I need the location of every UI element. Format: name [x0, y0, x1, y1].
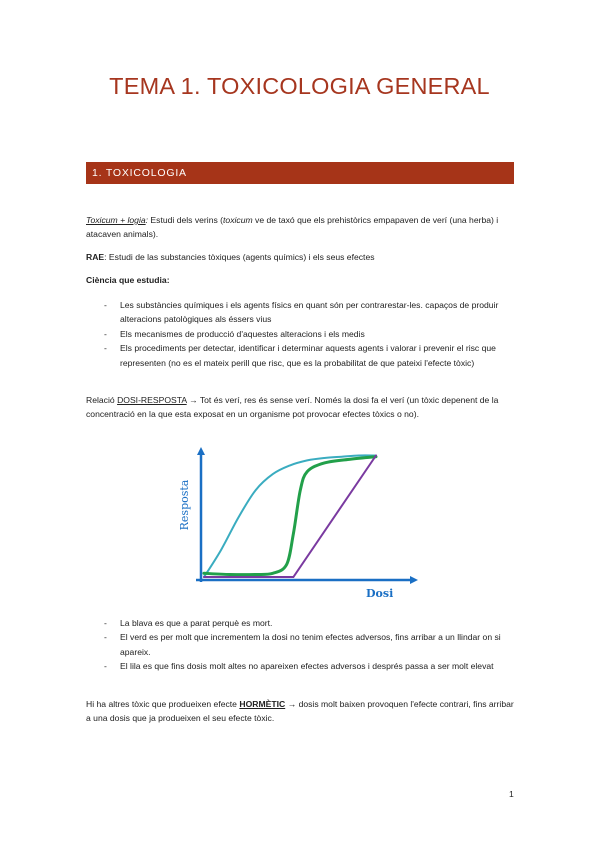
- hormetic-paragraph: [86, 697, 516, 726]
- rae-paragraph: [86, 250, 516, 264]
- science-list: [86, 298, 516, 370]
- hormetic-prefix: Hi ha altres tòxic que produeixen efecte: [86, 699, 240, 709]
- arrow-icon: →: [186, 395, 200, 405]
- dose-response-paragraph: [86, 393, 516, 422]
- rae-label: RAE: [86, 252, 105, 262]
- rae-text: : Estudi de las substancies tòxiques (agents químics) i els seus efectes: [104, 252, 375, 262]
- etymology-paragraph: [86, 213, 516, 242]
- list-item: - Els procediments per detectar, identificar i determinar aquests agents i valorar i prevenir el risc que representen (no es el mateix perill que risc, que es la probabilitat de que pateixi l'efecte tòxic): [86, 341, 516, 370]
- list-item: - Els mecanismes de producció d'aquestes alteracions i els medis: [86, 327, 516, 341]
- page-number: 1: [509, 789, 514, 799]
- series-layer: [204, 455, 376, 577]
- x-axis-label: Dosi: [366, 587, 394, 600]
- science-heading-text: Ciència que estudia:: [86, 275, 170, 285]
- etymology-colon: :: [145, 215, 149, 225]
- dose-response-text: Tot és verí, res és sense verí. Només la dosi fa el verí (un tòxic depenent de la concentració en la que esta exposat en un organisme pot provocar efectes tòxics o no).: [86, 395, 499, 420]
- section-heading: 1. TOXICOLOGIA: [86, 162, 514, 184]
- dose-response-prefix: Relació: [86, 395, 118, 405]
- page-title: TEMA 1. TOXICOLOGIA GENERAL: [109, 73, 490, 99]
- etymology-term: Toxicum + logia: [86, 215, 146, 225]
- hormetic-term: HORMÈTIC: [239, 699, 286, 709]
- y-axis-label: Resposta: [178, 479, 191, 531]
- list-item: - El verd es per molt que incrementem la dosi no tenim efectes adversos, fins arribar a un llindar on si apareix.: [86, 630, 516, 659]
- etymology-italic-word: toxicum: [223, 215, 253, 225]
- dose-response-term: DOSI-RESPOSTA: [117, 395, 187, 405]
- list-item: - El lila es que fins dosis molt altes no apareixen efectes adversos i després passa a ser molt elevat: [86, 659, 516, 673]
- arrow-icon: →: [285, 699, 299, 709]
- dose-response-chart: [176, 437, 426, 607]
- science-heading: [86, 273, 516, 287]
- curve-explanations-list: [86, 616, 516, 674]
- etymology-text-2: ve de taxó que els prehistòrics empapaven de verí (una herba) i atacaven animals).: [86, 215, 499, 240]
- list-item: - Les substàncies químiques i els agents físics en quant són per contrarestar-les. capaços de produir alteracions patològiques als éssers vius: [86, 298, 516, 327]
- hormetic-text: dosis molt baixen provoquen l'efecte contrari, fins arribar a una dosis que ja produeixen el seu efecte tòxic.: [86, 699, 514, 724]
- etymology-text-1: Estudi dels verins (: [148, 215, 224, 225]
- series-line-1: [204, 457, 376, 575]
- list-item: - La blava es que a parat perquè es mort.: [86, 616, 516, 630]
